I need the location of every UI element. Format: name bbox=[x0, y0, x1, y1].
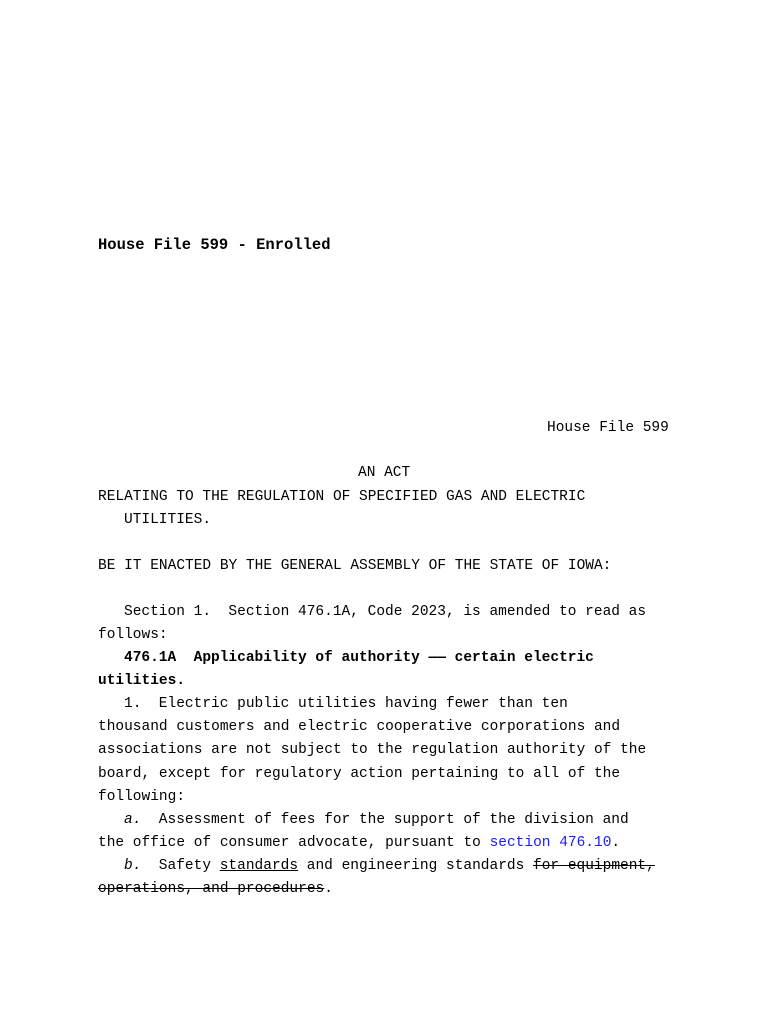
paragraph-a-line-1 bbox=[124, 811, 629, 829]
paragraph-b-label: b. bbox=[124, 858, 142, 874]
subsection-1-line-1: 1. Electric public utilities having fewer than ten bbox=[124, 696, 568, 712]
subsection-1-line-2: thousand customers and electric cooperative corporations and bbox=[98, 719, 621, 735]
paragraph-b-period: . bbox=[324, 881, 333, 897]
subsection-1-line-3: associations are not subject to the regulation authority of the bbox=[98, 742, 647, 758]
paragraph-b-text-2: and engineering standards bbox=[298, 858, 534, 874]
paragraph-b-line-2 bbox=[98, 880, 333, 898]
paragraph-a-period: . bbox=[611, 835, 621, 851]
paragraph-a-text-2: the office of consumer advocate, pursuant to bbox=[98, 835, 490, 851]
paragraph-a-label: a. bbox=[124, 812, 142, 828]
paragraph-b-line-1 bbox=[124, 857, 655, 875]
section-476-10-link[interactable]: section 476.10 bbox=[489, 835, 612, 851]
struck-text-line-2: operations, and procedures bbox=[98, 881, 325, 897]
catchword-line-2: utilities. bbox=[98, 673, 186, 689]
enacting-clause: BE IT ENACTED BY THE GENERAL ASSEMBLY OF THE STATE OF IOWA: bbox=[98, 558, 612, 574]
inserted-text-standards: standards bbox=[219, 858, 299, 874]
section-intro-line-2: follows: bbox=[98, 627, 168, 643]
subsection-1-line-5: following: bbox=[98, 789, 186, 805]
document-title: House File 599 - Enrolled bbox=[98, 236, 331, 254]
catchword-line-1: 476.1A Applicability of authority —— certain electric bbox=[124, 650, 594, 666]
paragraph-a-line-2 bbox=[98, 834, 620, 852]
subsection-1-line-4: board, except for regulatory action pertaining to all of the bbox=[98, 766, 621, 782]
section-intro-line-1: Section 1. Section 476.1A, Code 2023, is amended to read as bbox=[124, 604, 647, 620]
act-title-line-2: UTILITIES. bbox=[124, 512, 212, 528]
paragraph-a-text: Assessment of fees for the support of the division and bbox=[141, 812, 629, 828]
bill-reference: House File 599 bbox=[547, 420, 669, 436]
paragraph-b-text-1: Safety bbox=[141, 858, 220, 874]
struck-text-line-1: for equipment, bbox=[533, 858, 655, 874]
act-heading: AN ACT bbox=[358, 465, 411, 481]
act-title-line-1: RELATING TO THE REGULATION OF SPECIFIED GAS AND ELECTRIC bbox=[98, 489, 586, 505]
